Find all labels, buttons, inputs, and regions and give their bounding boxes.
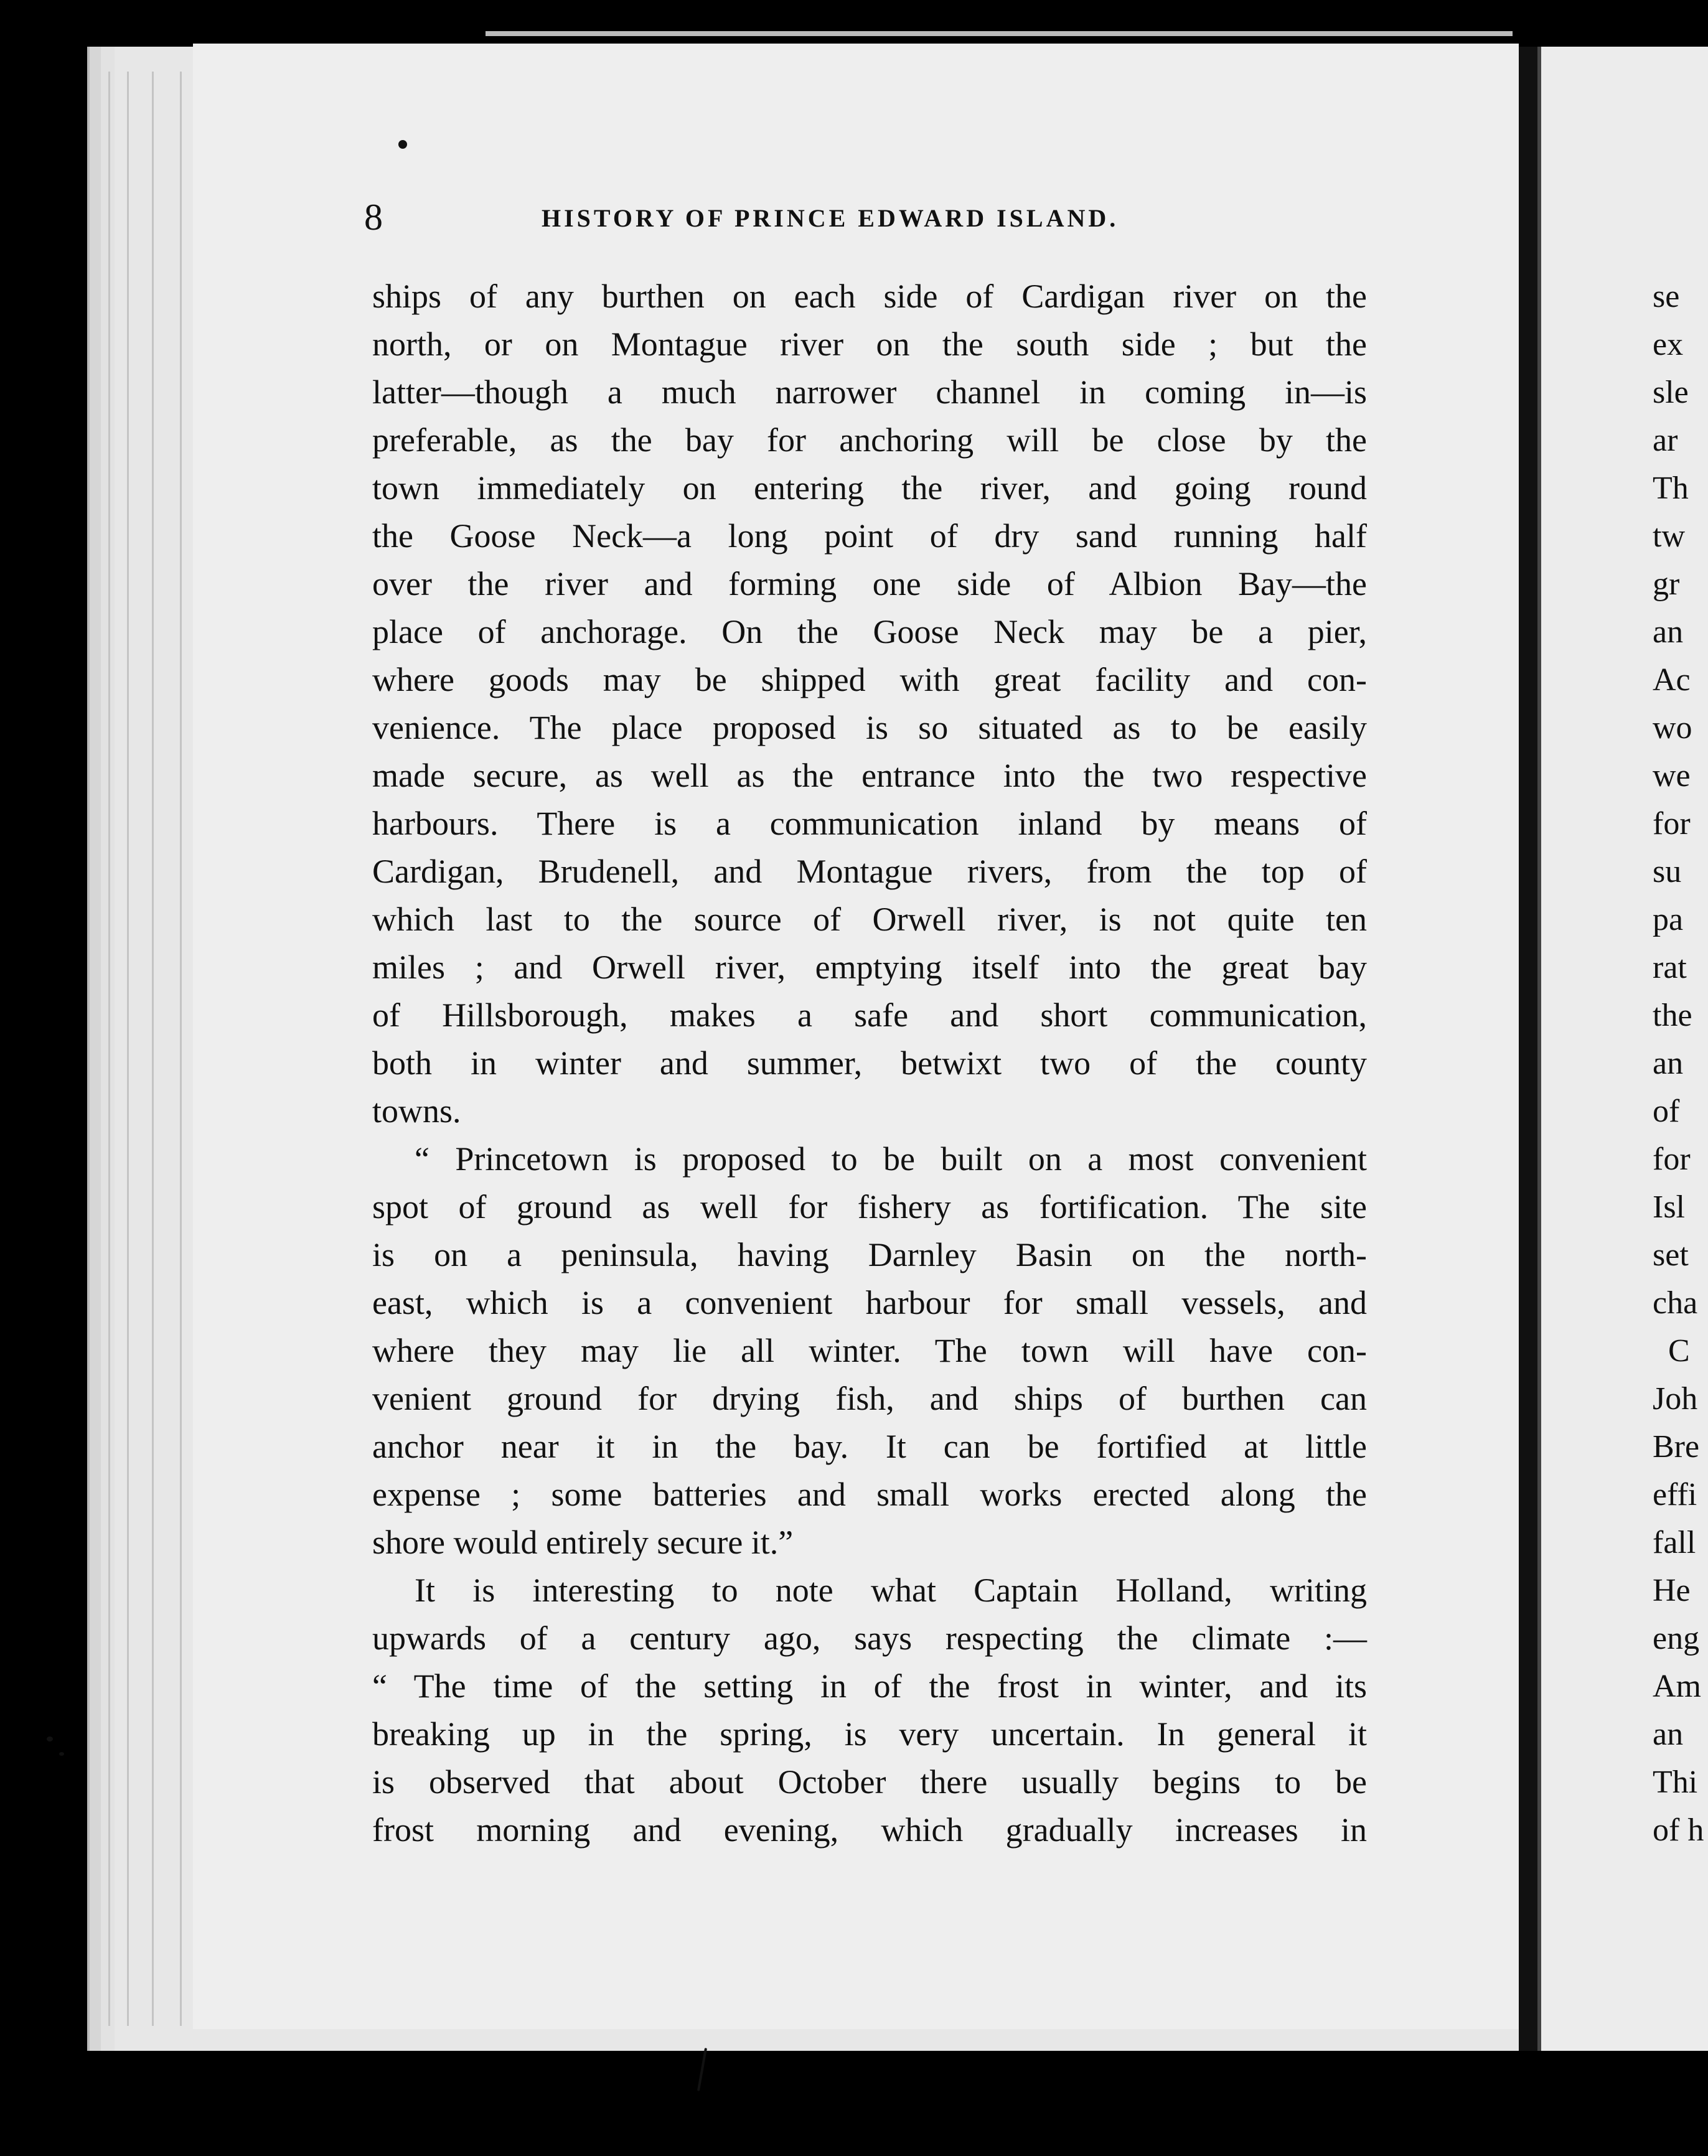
ink-speck [47, 1737, 53, 1741]
text-line: expense ; some batteries and small works erected along the [372, 1476, 1367, 1513]
text-line: town immediately on entering the river, and going round [372, 469, 1367, 507]
text-line: east, which is a convenient harbour for small vessels, and [372, 1284, 1367, 1321]
facing-line: effi [1653, 1477, 1697, 1512]
text-line: “ The time of the setting in of the frost in winter, and its [372, 1667, 1367, 1705]
facing-line: an [1653, 614, 1684, 650]
page-edge-line [108, 72, 110, 2026]
text-line: upwards of a century ago, says respecting the climate :— [372, 1619, 1367, 1657]
facing-line: an [1653, 1046, 1684, 1081]
text-line: both in winter and summer, betwixt two of the county [372, 1044, 1367, 1082]
text-line: over the river and forming one side of Albion Bay—the [372, 565, 1367, 602]
text-line: where they may lie all winter. The town will have con- [372, 1332, 1367, 1369]
facing-line: Ac [1653, 662, 1691, 698]
facing-line: Bre [1653, 1429, 1700, 1465]
text-line: where goods may be shipped with great facility and con- [372, 661, 1367, 698]
text-line: towns. [372, 1092, 461, 1130]
text-line: shore would entirely secure it.” [372, 1524, 794, 1561]
text-line: anchor near it in the bay. It can be fortified at little [372, 1428, 1367, 1465]
running-head: HISTORY OF PRINCE EDWARD ISLAND. [542, 204, 1119, 232]
facing-line: set [1653, 1237, 1689, 1273]
facing-line: He [1653, 1573, 1691, 1608]
text-line: place of anchorage. On the Goose Neck may be a pier, [372, 613, 1367, 650]
facing-line: Th [1653, 471, 1689, 506]
facing-line: of h [1653, 1812, 1704, 1848]
facing-line: for [1653, 806, 1691, 841]
page-edge-line [152, 72, 154, 2026]
text-line: made secure, as well as the entrance into the two respective [372, 757, 1367, 794]
facing-line: we [1653, 758, 1691, 794]
text-line: preferable, as the bay for anchoring will be close by the [372, 421, 1367, 459]
text-line: “ Princetown is proposed to be built on a most convenient [415, 1140, 1367, 1178]
facing-line: fall [1653, 1525, 1696, 1560]
facing-line: the [1653, 998, 1692, 1033]
facing-line: Am [1653, 1669, 1701, 1704]
page-number: 8 [364, 197, 383, 238]
facing-line: rat [1653, 950, 1687, 985]
page-edge-top [486, 31, 1513, 36]
text-line: Cardigan, Brudenell, and Montague rivers, from the top of [372, 853, 1367, 890]
text-line: which last to the source of Orwell river, is not quite ten [372, 901, 1367, 938]
text-line: the Goose Neck—a long point of dry sand running half [372, 517, 1367, 555]
book-gutter [1519, 47, 1537, 2051]
facing-line: ar [1653, 423, 1678, 458]
text-line: venient ground for drying fish, and ships of burthen can [372, 1380, 1367, 1417]
text-line: frost morning and evening, which gradually increases in [372, 1811, 1367, 1849]
ink-speck [398, 140, 407, 149]
text-line: breaking up in the spring, is very uncertain. In general it [372, 1715, 1367, 1753]
text-line: spot of ground as well for fishery as fortification. The site [372, 1188, 1367, 1226]
facing-line: Joh [1653, 1381, 1698, 1417]
facing-line: cha [1653, 1285, 1698, 1321]
text-line: It is interesting to note what Captain Holland, writing [415, 1572, 1367, 1609]
text-line: is on a peninsula, having Darnley Basin on the north- [372, 1236, 1367, 1273]
page-header [364, 196, 1173, 240]
facing-line: eng [1653, 1621, 1700, 1656]
facing-line: ex [1653, 327, 1684, 362]
text-line: of Hillsborough, makes a safe and short communication, [372, 996, 1367, 1034]
facing-line: C [1668, 1333, 1690, 1369]
text-line: ships of any burthen on each side of Cardigan river on the [372, 278, 1367, 315]
text-line: venience. The place proposed is so situated as to be easily [372, 709, 1367, 746]
page-edge-line [127, 72, 129, 2026]
facing-line: pa [1653, 902, 1684, 937]
text-line: miles ; and Orwell river, emptying itself into the great bay [372, 949, 1367, 986]
facing-line: su [1653, 854, 1682, 889]
facing-line: sle [1653, 375, 1689, 410]
text-line: latter—though a much narrower channel in coming in—is [372, 373, 1367, 411]
text-line: is observed that about October there usually begins to be [372, 1763, 1367, 1801]
page-edge-line [180, 72, 182, 2026]
facing-line: gr [1653, 566, 1680, 602]
ink-speck [59, 1752, 64, 1756]
facing-line: Thi [1653, 1765, 1698, 1800]
facing-line: se [1653, 279, 1680, 314]
text-line: north, or on Montague river on the south side ; but the [372, 326, 1367, 363]
body-text [372, 273, 1367, 1854]
facing-line: wo [1653, 710, 1692, 746]
facing-line: an [1653, 1717, 1684, 1752]
facing-line: for [1653, 1141, 1691, 1177]
text-line: harbours. There is a communication inland by means of [372, 805, 1367, 842]
facing-line: tw [1653, 518, 1685, 554]
facing-line: Isl [1653, 1189, 1685, 1225]
facing-line: of [1653, 1094, 1680, 1129]
